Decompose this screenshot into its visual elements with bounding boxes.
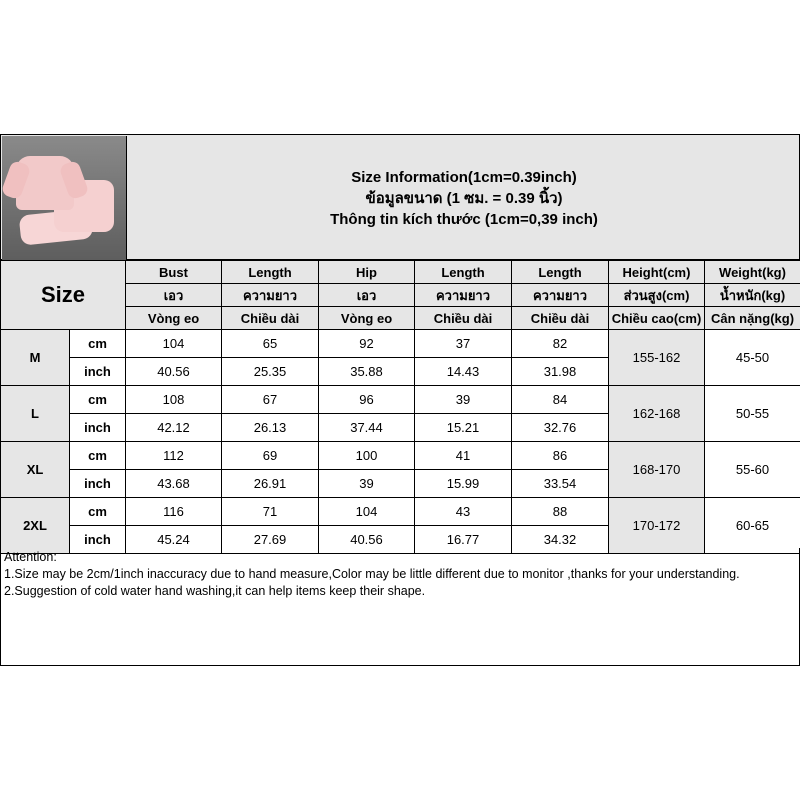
col-header-vi: Vòng eo: [126, 307, 222, 330]
measure-cell: 27.69: [222, 526, 319, 554]
col-header-th: ความยาว: [415, 284, 512, 307]
measure-cell: 43.68: [126, 470, 222, 498]
unit-label: inch: [70, 358, 126, 386]
size-row-cm: [1, 442, 800, 470]
measure-cell: 100: [319, 442, 415, 470]
height-range: 162-168: [609, 386, 705, 442]
col-header-en: Height(cm): [609, 261, 705, 284]
measure-cell: 116: [126, 498, 222, 526]
size-row-cm: [1, 498, 800, 526]
measure-cell: 108: [126, 386, 222, 414]
unit-label: inch: [70, 414, 126, 442]
col-header-en: Length: [512, 261, 609, 284]
unit-label: inch: [70, 526, 126, 554]
product-photo: [2, 136, 126, 260]
notes-line-2: 2.Suggestion of cold water hand washing,it can help items keep their shape.: [4, 584, 426, 598]
measure-cell: 34.32: [512, 526, 609, 554]
measure-cell: 15.99: [415, 470, 512, 498]
chart-header: [0, 134, 800, 260]
measure-cell: 33.54: [512, 470, 609, 498]
header-row-english: [1, 261, 800, 284]
col-header-th: ความยาว: [512, 284, 609, 307]
col-header-th: เอว: [319, 284, 415, 307]
measure-cell: 65: [222, 330, 319, 358]
measure-cell: 35.88: [319, 358, 415, 386]
measure-cell: 37.44: [319, 414, 415, 442]
measure-cell: 42.12: [126, 414, 222, 442]
col-header-th: เอว: [126, 284, 222, 307]
measure-cell: 37: [415, 330, 512, 358]
height-range: 170-172: [609, 498, 705, 554]
col-header-en: Weight(kg): [705, 261, 800, 284]
col-header-vi: Cân nặng(kg): [705, 307, 800, 330]
size-header: Size: [1, 261, 126, 330]
height-range: 168-170: [609, 442, 705, 498]
col-header-vi: Chiều cao(cm): [609, 307, 705, 330]
measure-cell: 39: [415, 386, 512, 414]
col-header-vi: Chiều dài: [222, 307, 319, 330]
measure-cell: 92: [319, 330, 415, 358]
title-block: [126, 136, 800, 260]
notes-heading: Attention:: [4, 550, 57, 564]
size-name: L: [1, 386, 70, 442]
measure-cell: 16.77: [415, 526, 512, 554]
title-thai: ข้อมูลขนาด (1 ซม. = 0.39 นิ้ว): [365, 189, 563, 207]
measure-cell: 69: [222, 442, 319, 470]
measure-cell: 82: [512, 330, 609, 358]
col-header-en: Length: [415, 261, 512, 284]
measure-cell: 96: [319, 386, 415, 414]
attention-notes: [0, 548, 800, 666]
height-range: 155-162: [609, 330, 705, 386]
measure-cell: 14.43: [415, 358, 512, 386]
measure-cell: 88: [512, 498, 609, 526]
measure-cell: 32.76: [512, 414, 609, 442]
measure-cell: 104: [319, 498, 415, 526]
measure-cell: 86: [512, 442, 609, 470]
col-header-en: Length: [222, 261, 319, 284]
measure-cell: 26.91: [222, 470, 319, 498]
product-photo-shirt: [16, 156, 74, 210]
measure-cell: 67: [222, 386, 319, 414]
col-header-en: Hip: [319, 261, 415, 284]
size-row-cm: [1, 386, 800, 414]
weight-range: 50-55: [705, 386, 800, 442]
measure-cell: 40.56: [319, 526, 415, 554]
measure-cell: 39: [319, 470, 415, 498]
size-row-cm: [1, 330, 800, 358]
unit-label: cm: [70, 498, 126, 526]
col-header-vi: Chiều dài: [512, 307, 609, 330]
size-name: XL: [1, 442, 70, 498]
measure-cell: 40.56: [126, 358, 222, 386]
unit-label: cm: [70, 330, 126, 358]
col-header-th: น้ำหนัก(kg): [705, 284, 800, 307]
unit-label: inch: [70, 470, 126, 498]
weight-range: 55-60: [705, 442, 800, 498]
col-header-vi: Chiều dài: [415, 307, 512, 330]
measure-cell: 41: [415, 442, 512, 470]
size-name: M: [1, 330, 70, 386]
notes-line-1: 1.Size may be 2cm/1inch inaccuracy due to hand measure,Color may be little different due to monitor ,thanks for your understanding.: [4, 567, 740, 581]
col-header-en: Bust: [126, 261, 222, 284]
unit-label: cm: [70, 442, 126, 470]
measure-cell: 84: [512, 386, 609, 414]
size-table: [0, 260, 800, 554]
weight-range: 60-65: [705, 498, 800, 554]
measure-cell: 104: [126, 330, 222, 358]
weight-range: 45-50: [705, 330, 800, 386]
measure-cell: 25.35: [222, 358, 319, 386]
measure-cell: 15.21: [415, 414, 512, 442]
col-header-th: ความยาว: [222, 284, 319, 307]
col-header-vi: Vòng eo: [319, 307, 415, 330]
size-name: 2XL: [1, 498, 70, 554]
measure-cell: 45.24: [126, 526, 222, 554]
measure-cell: 71: [222, 498, 319, 526]
measure-cell: 31.98: [512, 358, 609, 386]
title-english: Size Information(1cm=0.39inch): [351, 168, 577, 186]
unit-label: cm: [70, 386, 126, 414]
title-vietnamese: Thông tin kích thước (1cm=0,39 inch): [330, 210, 598, 228]
measure-cell: 112: [126, 442, 222, 470]
col-header-th: ส่วนสูง(cm): [609, 284, 705, 307]
measure-cell: 26.13: [222, 414, 319, 442]
measure-cell: 43: [415, 498, 512, 526]
table-body: [1, 261, 800, 554]
size-chart: [0, 134, 800, 666]
